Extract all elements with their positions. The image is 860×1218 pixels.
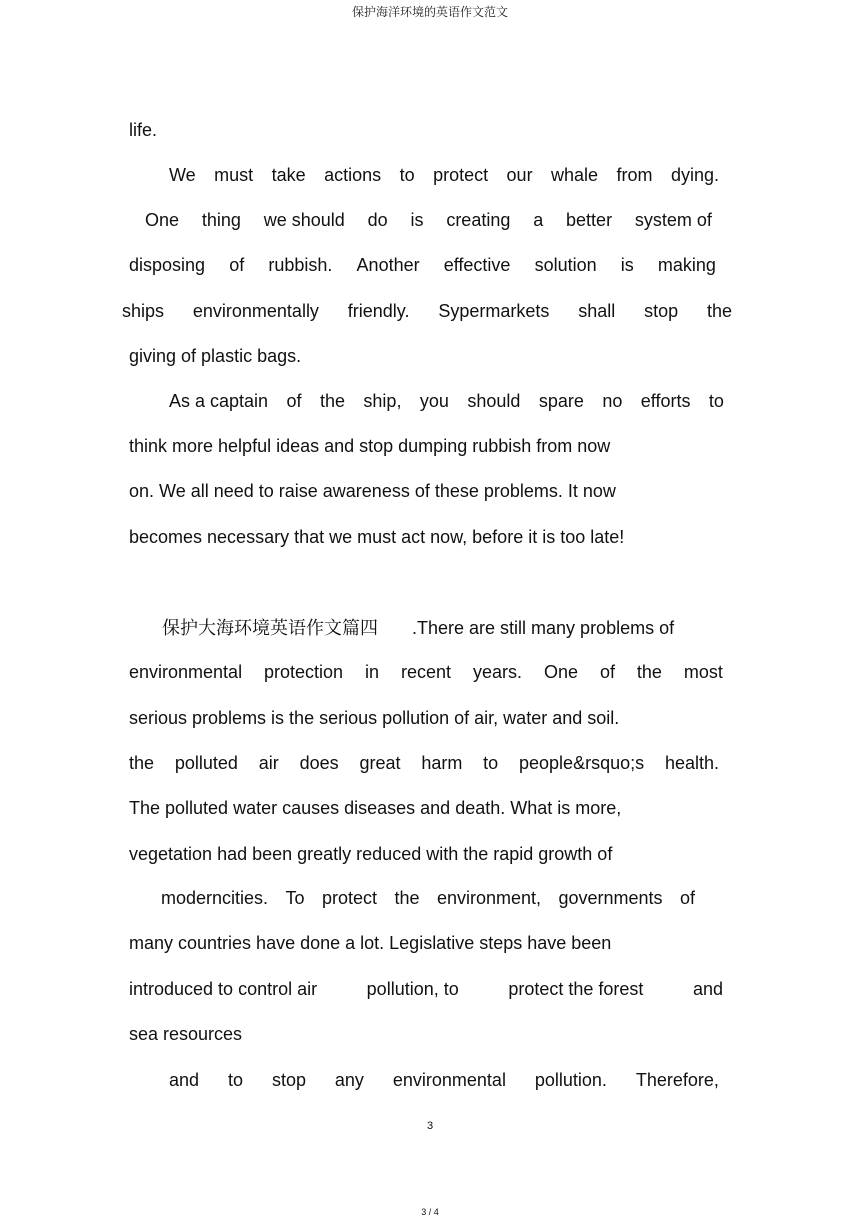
word: take <box>271 165 306 185</box>
word: Sypermarkets <box>438 301 550 321</box>
text-line: life. <box>129 120 158 140</box>
word: One <box>543 662 578 682</box>
word: you <box>419 391 449 411</box>
section-heading-line <box>162 617 674 640</box>
word: whale <box>551 165 599 185</box>
word: environmental <box>129 662 243 682</box>
text-line: think more helpful ideas and stop dumping rubbish from now <box>129 436 611 456</box>
word: our <box>506 165 533 185</box>
word: great <box>359 753 401 773</box>
word: efforts <box>640 391 691 411</box>
justified-line <box>129 752 719 774</box>
word: the <box>129 753 155 773</box>
word: protection <box>264 662 344 682</box>
word: harm <box>421 753 463 773</box>
word: disposing <box>129 255 206 275</box>
text-line: becomes necessary that we must act now, before it is too late! <box>129 527 625 547</box>
word: Another <box>356 255 420 275</box>
word: environmentally <box>192 301 319 321</box>
word: from <box>616 165 653 185</box>
text-line: giving of plastic bags. <box>129 346 302 366</box>
page-number: 3 <box>426 1120 434 1132</box>
word: and <box>169 1070 200 1090</box>
word: no <box>602 391 623 411</box>
justified-line <box>169 164 719 186</box>
word: any <box>334 1070 364 1090</box>
text-line: on. We all need to raise awareness of these problems. It now <box>129 481 616 501</box>
word: thing <box>201 210 241 230</box>
word: of <box>599 662 615 682</box>
word: to <box>483 753 499 773</box>
word: polluted <box>174 753 238 773</box>
word: moderncities. <box>161 888 269 908</box>
word: shall <box>578 301 616 321</box>
word: environmental <box>392 1070 506 1090</box>
word: actions <box>324 165 382 185</box>
word: protect the forest <box>508 979 644 999</box>
word: the <box>394 888 420 908</box>
word: better <box>566 210 613 230</box>
word: to <box>399 165 415 185</box>
justified-line <box>129 661 723 683</box>
word: does <box>299 753 339 773</box>
word: to <box>227 1070 243 1090</box>
word: Therefore, <box>635 1070 719 1090</box>
text-line: vegetation had been greatly reduced with the rapid growth of <box>129 844 613 864</box>
word: protect <box>433 165 489 185</box>
justified-line <box>145 209 712 231</box>
word: system of <box>634 210 712 230</box>
word: pollution, to <box>366 979 459 999</box>
word: ship, <box>363 391 402 411</box>
word: stop <box>271 1070 306 1090</box>
word: creating <box>446 210 511 230</box>
word: rubbish. <box>268 255 333 275</box>
word: to <box>708 391 724 411</box>
justified-line <box>122 300 732 322</box>
text-line: The polluted water causes diseases and death. What is more, <box>129 798 622 818</box>
word: people&rsquo;s <box>519 753 645 773</box>
justified-line <box>161 887 695 909</box>
word: most <box>683 662 723 682</box>
word: in <box>365 662 380 682</box>
word: and <box>692 979 723 999</box>
word: years. <box>472 662 523 682</box>
word: must <box>214 165 254 185</box>
word: do <box>367 210 388 230</box>
justified-line <box>129 978 723 1000</box>
word: recent <box>401 662 452 682</box>
word: we should <box>263 210 345 230</box>
word: effective <box>443 255 511 275</box>
word: the <box>706 301 732 321</box>
word: making <box>657 255 716 275</box>
word: solution <box>534 255 597 275</box>
word: As a captain <box>169 391 269 411</box>
word: We <box>169 165 196 185</box>
word: should <box>467 391 521 411</box>
word: of <box>679 888 695 908</box>
word: the <box>636 662 662 682</box>
word: a <box>533 210 544 230</box>
justified-line <box>129 254 716 276</box>
word: is <box>620 255 634 275</box>
word: friendly. <box>347 301 410 321</box>
text-line: sea resources <box>129 1024 243 1044</box>
justified-line <box>169 390 724 412</box>
text-line: many countries have done a lot. Legislative steps have been <box>129 933 612 953</box>
text-line: serious problems is the serious pollution of air, water and soil. <box>129 708 620 728</box>
word: air <box>258 753 279 773</box>
word: is <box>410 210 424 230</box>
word: of <box>229 255 245 275</box>
word: spare <box>538 391 584 411</box>
justified-line <box>169 1069 719 1091</box>
word: governments <box>558 888 663 908</box>
word: the <box>319 391 345 411</box>
text-line: .There are still many problems of <box>412 618 675 638</box>
word: introduced to control air <box>129 979 318 999</box>
page-count: 3 / 4 <box>421 1207 439 1217</box>
word: environment, <box>436 888 541 908</box>
word: of <box>286 391 302 411</box>
word: To <box>285 888 305 908</box>
word: pollution. <box>534 1070 607 1090</box>
document-header: 保护海洋环境的英语作文范文 <box>351 5 508 19</box>
word: ships <box>122 301 165 321</box>
word: protect <box>321 888 377 908</box>
section-heading-cn: 保护大海环境英语作文篇四 <box>162 618 378 639</box>
word: stop <box>644 301 679 321</box>
word: dying. <box>670 165 719 185</box>
word: One <box>145 210 180 230</box>
word: health. <box>664 753 719 773</box>
